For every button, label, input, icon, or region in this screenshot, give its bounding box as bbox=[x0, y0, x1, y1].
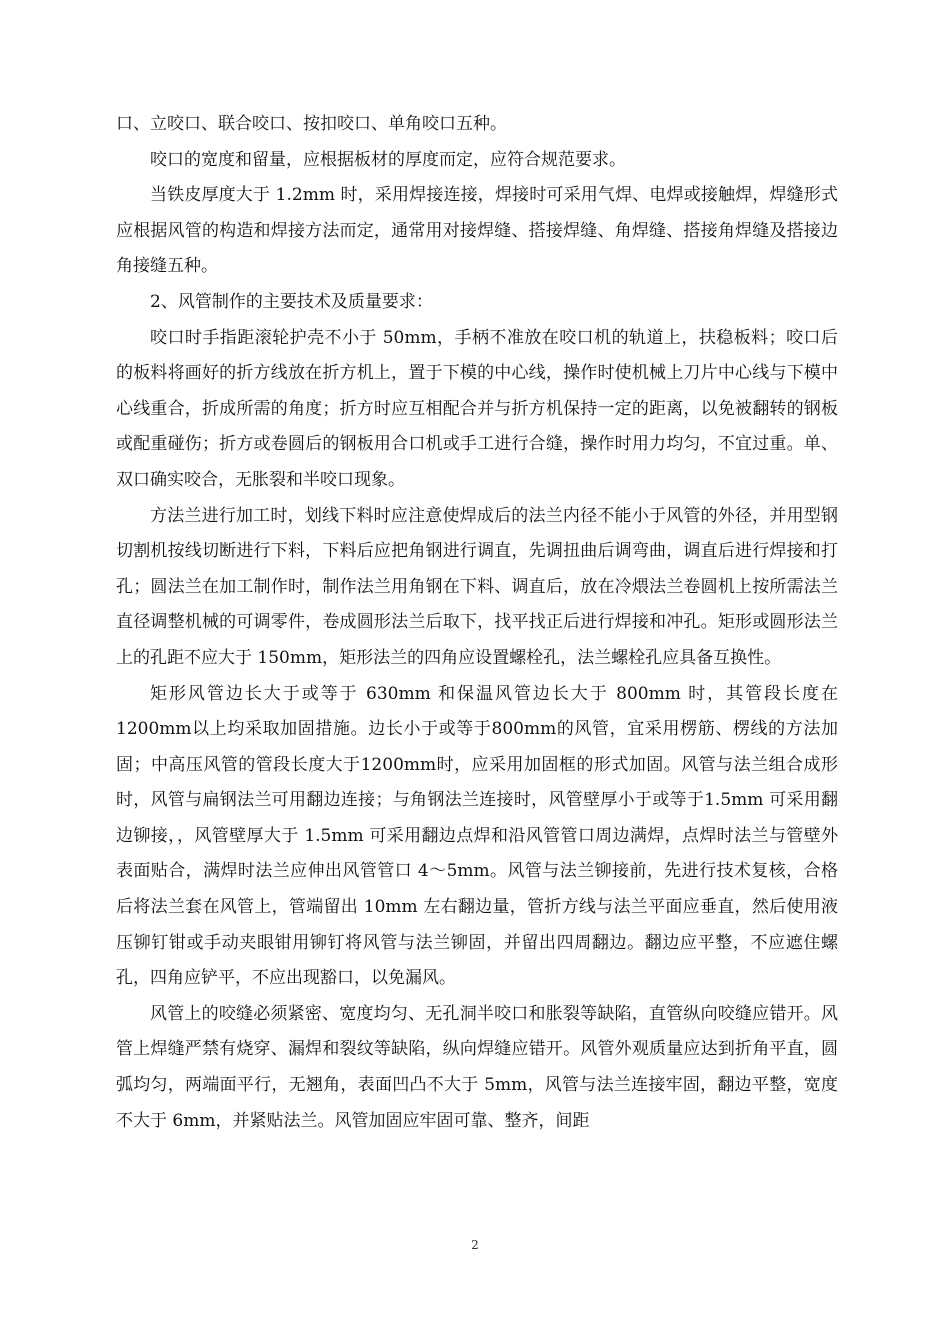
page-number: 2 bbox=[471, 1238, 479, 1252]
paragraph-5: 咬口时手指距滚轮护壳不小于 50mm，手柄不准放在咬口机的轨道上，扶稳板料；咬口后的板料将画好的折方线放在折方机上，置于下模的中心线，操作时使机械上刀片中心线与下模中心线重合，折成所需的角度；折方时应互相配合并与折方机保持一定的距离，以免被翻转的钢板或配重碰伤；折方或卷圆后的钢板用合口机或手工进行合缝，操作时用力均匀，不宜过重。单、双口确实咬合，无胀裂和半咬口现象。 bbox=[116, 327, 838, 490]
section-heading: 2、风管制作的主要技术及质量要求： bbox=[150, 291, 433, 312]
paragraph-7: 矩形风管边长大于或等于 630mm 和保温风管边长大于 800mm 时，其管段长度在1200mm以上均采取加固措施。边长小于或等于800mm的风管，宜采用楞筋、楞线的方法加固；中高压风管的管段长度大于1200mm时，应采用加固框的形式加固。风管与法兰组合成形时，风管与扁钢法兰可用翻边连接；与角钢法兰连接时，风管壁厚小于或等于1.5mm 可采用翻边铆接，，风管壁厚大于 1.5mm 可采用翻边点焊和沿风管管口周边满焊，点焊时法兰与管壁外表面贴合，满焊时法兰应伸出风管管口 4～5mm。风管与法兰铆接前，先进行技术复核，合格后将法兰套在风管上，管端留出 10mm 左右翻边量，管折方线与法兰平面应垂直，然后使用液压铆钉钳或手动夹眼钳用铆钉将风管与法兰铆固，并留出四周翻边。翻边应平整，不应遮住螺孔，四角应铲平，不应出现豁口，以免漏风。 bbox=[116, 683, 838, 989]
paragraph-2: 咬口的宽度和留量，应根据板材的厚度而定，应符合规范要求。 bbox=[150, 149, 626, 170]
paragraph-3: 当铁皮厚度大于 1.2mm 时，采用焊接连接，焊接时可采用气焊、电焊或接触焊，焊缝形式应根据风管的构造和焊接方法而定，通常用对接焊缝、搭接焊缝、角焊缝、搭接角焊缝及搭接边角接缝五种。 bbox=[116, 185, 838, 277]
paragraph-1: 口、立咬口、联合咬口、按扣咬口、单角咬口五种。 bbox=[116, 114, 507, 134]
body-text bbox=[116, 107, 838, 1139]
paragraph-6: 方法兰进行加工时，划线下料时应注意使焊成后的法兰内径不能小于风管的外径，并用型钢切割机按线切断进行下料，下料后应把角钢进行调直，先调扭曲后调弯曲，调直后进行焊接和打孔；圆法兰在加工制作时，制作法兰用角钢在下料、调直后，放在冷煨法兰卷圆机上按所需法兰直径调整机械的可调零件，卷成圆形法兰后取下，找平找正后进行焊接和冲孔。矩形或圆形法兰上的孔距不应大于 150mm，矩形法兰的四角应设置螺栓孔，法兰螺栓孔应具备互换性。 bbox=[116, 505, 838, 668]
paragraph-8: 风管上的咬缝必须紧密、宽度均匀、无孔洞半咬口和胀裂等缺陷，直管纵向咬缝应错开。风管上焊缝严禁有烧穿、漏焊和裂纹等缺陷，纵向焊缝应错开。风管外观质量应达到折角平直，圆弧均匀，两端面平行，无翘角，表面凹凸不大于 5mm，风管与法兰连接牢固，翻边平整，宽度不大于 6mm，并紧贴法兰。风管加固应牢固可靠、整齐，间距 bbox=[116, 1003, 838, 1131]
